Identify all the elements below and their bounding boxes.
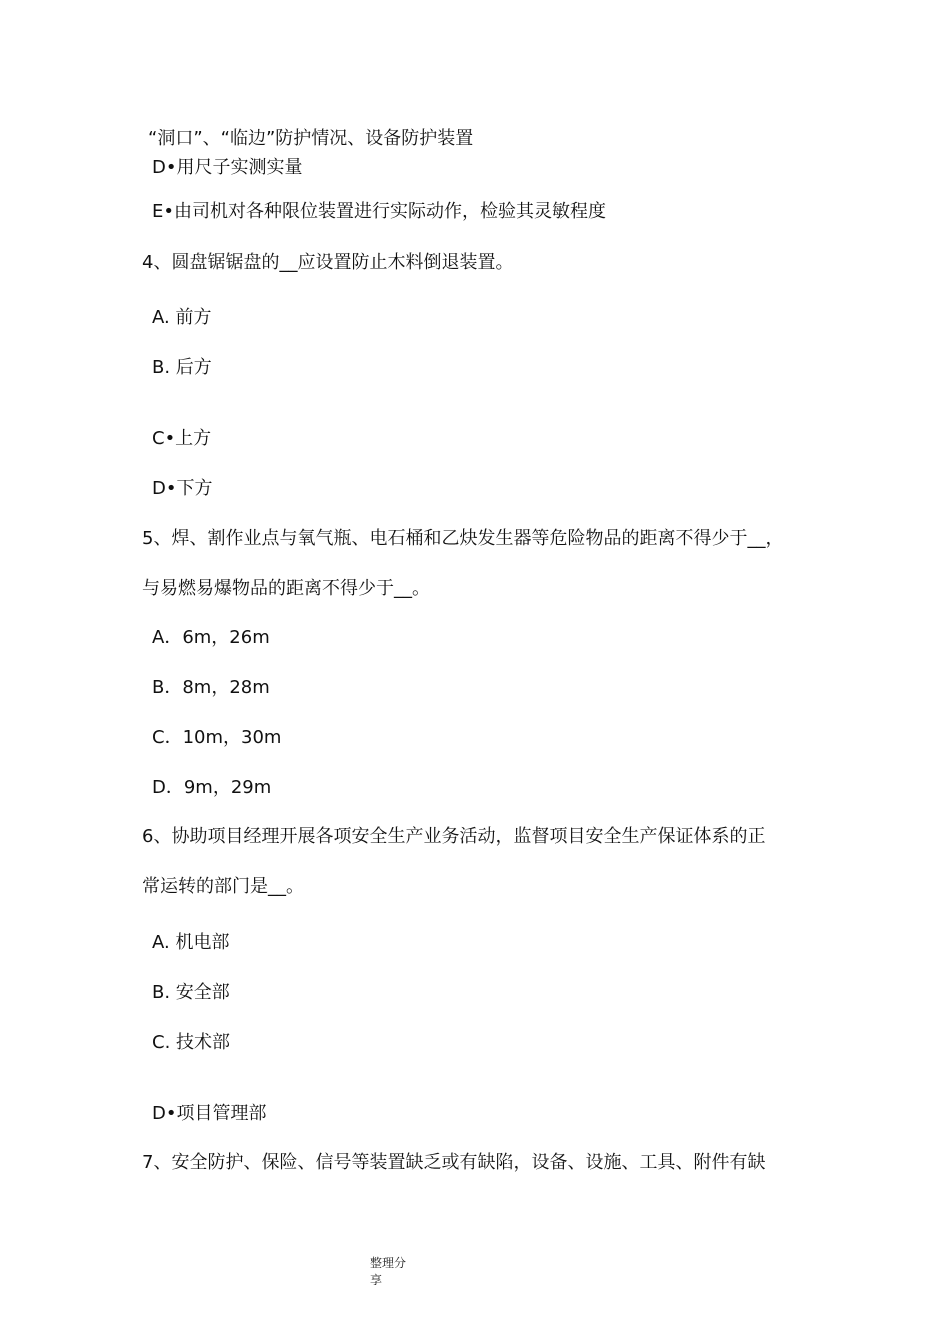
option-a: A．6m，26m xyxy=(152,627,270,648)
footer-text-continuation: 享 xyxy=(370,1273,383,1287)
option-b: B. 安全部 xyxy=(152,982,230,1003)
text-line-continuation: “洞口”、“临边”防护情况、设备防护装置 xyxy=(148,128,474,149)
question-6: 6、协助项目经理开展各项安全生产业务活动，监督项目安全生产保证体系的正 xyxy=(142,826,766,847)
option-b: B. 后方 xyxy=(152,357,212,378)
footer-text: 整理分 xyxy=(370,1256,407,1270)
question-5: 5、焊、割作业点与氧气瓶、电石桶和乙炔发生器等危险物品的距离不得少于__， xyxy=(142,528,784,549)
option-c: C•上方 xyxy=(152,428,212,449)
option-a: A. 前方 xyxy=(152,307,212,328)
option-b: B．8m，28m xyxy=(152,677,270,698)
question-7: 7、安全防护、保险、信号等装置缺乏或有缺陷，设备、设施、工具、附件有缺 xyxy=(142,1152,766,1173)
question-4: 4、圆盘锯锯盘的__应设置防止木料倒退装置。 xyxy=(142,252,514,273)
option-d: D•用尺子实测实量 xyxy=(152,157,303,178)
option-d: D•项目管理部 xyxy=(152,1103,267,1124)
option-d: D•下方 xyxy=(152,478,213,499)
option-c: C．10m，30m xyxy=(152,727,282,748)
option-c: C. 技术部 xyxy=(152,1032,231,1053)
option-a: A. 机电部 xyxy=(152,932,230,953)
option-d: D．9m，29m xyxy=(152,777,272,798)
option-e: E•由司机对各种限位装置进行实际动作，检验其灵敏程度 xyxy=(152,201,606,222)
question-6-continuation: 常运转的部门是__。 xyxy=(142,876,304,897)
question-5-continuation: 与易燃易爆物品的距离不得少于__。 xyxy=(142,578,430,599)
